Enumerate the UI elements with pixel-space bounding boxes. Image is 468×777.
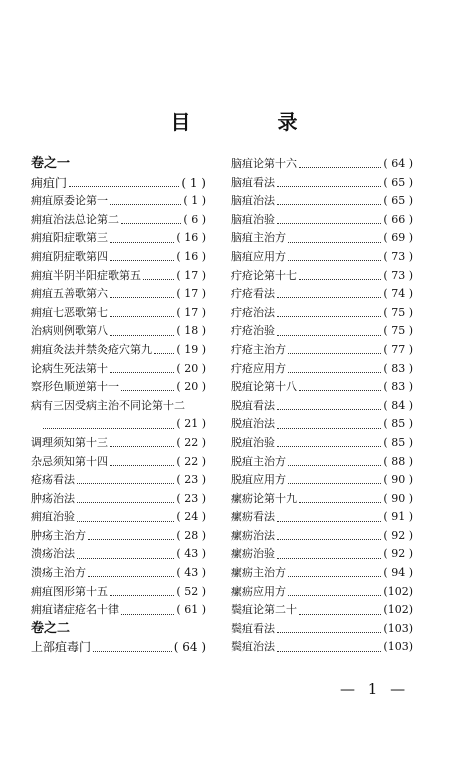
- toc-entry-label: 卷之一: [31, 156, 71, 171]
- toc-page-number: ( 66 ): [383, 212, 413, 226]
- page-number: — 1 —: [340, 680, 410, 698]
- toc-entry-label: 疔疮治验: [231, 324, 275, 338]
- toc-page-number: (102): [383, 603, 413, 617]
- dot-leader: [277, 445, 381, 447]
- toc-page-number: ( 91 ): [383, 510, 413, 524]
- toc-entry-label: 疮疡看法: [31, 473, 75, 487]
- toc-entry: [231, 211, 413, 230]
- toc-entry: [231, 304, 413, 323]
- dot-leader: [288, 259, 381, 261]
- toc-page-number: ( 16 ): [176, 249, 206, 263]
- toc-entry-label: 鬓疽看法: [231, 621, 275, 635]
- dot-leader: [277, 222, 381, 224]
- dot-leader: [77, 520, 174, 522]
- dot-leader: [121, 613, 174, 615]
- dot-leader: [154, 352, 174, 354]
- toc-entry: [231, 434, 413, 453]
- toc-section-heading: [31, 155, 206, 174]
- toc-entry-label: 溃疡主治方: [31, 566, 86, 580]
- toc-entry-label: 脱疽主治方: [231, 454, 286, 468]
- toc-section-heading: [31, 620, 206, 639]
- dot-leader: [110, 445, 174, 447]
- dot-leader: [110, 315, 174, 317]
- toc-entry-label: 疔疮治法: [231, 305, 275, 319]
- toc-page-number: ( 92 ): [383, 528, 413, 542]
- toc-entry: [231, 415, 413, 434]
- toc-entry-label: 瘰疬应用方: [231, 584, 286, 598]
- page-title: 目 录: [170, 110, 338, 134]
- toc-page-number: ( 64 ): [383, 157, 413, 170]
- toc-entry-label: 治病则例歌第八: [31, 324, 108, 338]
- toc-entry: [231, 360, 413, 379]
- toc-page-number: ( 6 ): [183, 212, 206, 226]
- toc-entry: [231, 490, 413, 509]
- toc-page-number: ( 19 ): [176, 342, 206, 356]
- toc-entry: [31, 564, 206, 583]
- toc-entry: [31, 490, 206, 509]
- dot-leader: [288, 371, 381, 373]
- toc-entry-label: 病有三因受病主治不同论第十二: [31, 398, 185, 412]
- dot-leader: [110, 334, 174, 336]
- dot-leader: [277, 557, 381, 559]
- toc-entry-label: 疔疮应用方: [231, 361, 286, 375]
- toc-entry-label: 脱疽应用方: [231, 473, 286, 487]
- dot-leader: [277, 334, 381, 336]
- toc-entry-label: 鬓疽论第二十: [231, 603, 297, 617]
- toc-page-number: ( 94 ): [383, 566, 413, 580]
- toc-page-number: ( 17 ): [176, 305, 206, 319]
- toc-entry: [31, 360, 206, 379]
- toc-entry-label: 脑疽治验: [231, 212, 275, 226]
- toc-entry: [31, 211, 206, 230]
- toc-entry-label: 疔疮论第十七: [231, 268, 297, 282]
- dot-leader: [277, 427, 381, 429]
- dot-leader: [110, 259, 174, 261]
- toc-entry: [31, 322, 206, 341]
- toc-entry: [231, 564, 413, 583]
- dot-leader: [110, 594, 174, 596]
- toc-page-number: ( 75 ): [383, 305, 413, 319]
- toc-entry: [231, 155, 413, 174]
- toc-page-number: ( 22 ): [176, 454, 206, 468]
- toc-entry-label: 痈疽治验: [31, 510, 75, 524]
- toc-entry: [31, 378, 206, 397]
- dot-leader: [299, 278, 381, 280]
- toc-entry-label: 脑疽应用方: [231, 249, 286, 263]
- toc-page-number: ( 23 ): [176, 473, 206, 487]
- dot-leader: [110, 464, 174, 466]
- toc-entry-label: 瘰疬治验: [231, 547, 275, 561]
- toc-entry: [31, 415, 206, 434]
- dot-leader: [77, 557, 174, 559]
- toc-entry: [231, 322, 413, 341]
- toc-page-number: ( 83 ): [383, 361, 413, 375]
- dot-leader: [110, 241, 174, 243]
- toc-page-number: ( 43 ): [176, 566, 206, 580]
- toc-entry: [231, 397, 413, 416]
- toc-page-number: (103): [383, 640, 413, 654]
- toc-entry: [31, 508, 206, 527]
- dot-leader: [143, 278, 174, 280]
- toc-entry-label: 痈疽治法总论第二: [31, 212, 119, 226]
- toc-entry: [231, 583, 413, 602]
- toc-entry: [31, 638, 206, 657]
- dot-leader: [88, 538, 174, 540]
- toc-page-number: ( 20 ): [176, 361, 206, 375]
- dot-leader: [277, 538, 381, 540]
- toc-page-number: ( 73 ): [383, 249, 413, 263]
- toc-entry-label: 论病生死法第十: [31, 361, 108, 375]
- toc-entry: [31, 248, 206, 267]
- toc-entry: [231, 248, 413, 267]
- toc-entry-label: 痈疽阴症歌第四: [31, 249, 108, 263]
- toc-page-number: ( 1 ): [183, 194, 206, 208]
- toc-entry: [31, 471, 206, 490]
- toc-entry: [31, 285, 206, 304]
- toc-page-number: ( 69 ): [383, 231, 413, 245]
- toc-entry: [231, 285, 413, 304]
- toc-entry-label: 瘰疬看法: [231, 510, 275, 524]
- dot-leader: [277, 631, 381, 633]
- toc-entry-label: 痈疽阳症歌第三: [31, 231, 108, 245]
- dot-leader: [288, 464, 381, 466]
- toc-left-column: [31, 155, 206, 657]
- toc-entry-label: 瘰疬论第十九: [231, 491, 297, 505]
- toc-entry-label: 痈疽半阴半阳症歌第五: [31, 268, 141, 282]
- toc-entry: [31, 583, 206, 602]
- dot-leader: [277, 185, 381, 187]
- toc-entry-label: 上部疽毒门: [31, 640, 92, 655]
- toc-entry-label: 鬓疽治法: [231, 640, 275, 654]
- dot-leader: [299, 166, 381, 168]
- toc-page-number: ( 21 ): [176, 417, 206, 431]
- toc-entry-label: 卷之二: [31, 620, 71, 636]
- toc-page-number: (102): [383, 584, 413, 598]
- dot-leader: [277, 408, 381, 410]
- toc-entry-label: 肿疡主治方: [31, 528, 86, 542]
- dot-leader: [88, 575, 174, 577]
- dot-leader: [288, 594, 381, 596]
- dot-leader: [299, 613, 381, 615]
- toc-entry-label: 调理须知第十三: [31, 435, 108, 449]
- dot-leader: [277, 315, 381, 317]
- toc-entry: [31, 229, 206, 248]
- toc-entry-label: 脑疽主治方: [231, 231, 286, 245]
- toc-entry: [31, 267, 206, 286]
- toc-page-number: ( 84 ): [383, 398, 413, 412]
- toc-entry: [231, 508, 413, 527]
- dot-leader: [121, 222, 181, 224]
- toc-entry: [231, 601, 413, 620]
- toc-page-number: ( 73 ): [383, 268, 413, 282]
- toc-entry-label: 察形色顺逆第十一: [31, 380, 119, 394]
- toc-page-number: ( 64 ): [173, 640, 206, 655]
- toc-entry: [231, 267, 413, 286]
- toc-page-number: ( 43 ): [176, 547, 206, 561]
- toc-page-number: ( 75 ): [383, 324, 413, 338]
- toc-entry-label: 脑疽治法: [231, 194, 275, 208]
- toc-page-number: ( 83 ): [383, 380, 413, 394]
- toc-entry: [31, 545, 206, 564]
- toc-entry: [231, 527, 413, 546]
- toc-entry-label: 痈疽门: [31, 175, 68, 190]
- toc-entry-label: 脑疽看法: [231, 175, 275, 189]
- toc-entry-label: 脱疽治验: [231, 435, 275, 449]
- toc-page-number: (103): [383, 621, 413, 635]
- toc-page-number: ( 61 ): [176, 603, 206, 617]
- toc-entry: [231, 378, 413, 397]
- toc-page-number: ( 85 ): [383, 435, 413, 449]
- toc-entry-label: 痈疽图形第十五: [31, 584, 108, 598]
- toc-page-number: ( 90 ): [383, 473, 413, 487]
- toc-entry: [231, 471, 413, 490]
- toc-right-column: [231, 155, 413, 657]
- toc-entry-label: 脱疽论第十八: [231, 380, 297, 394]
- toc-entry: [231, 229, 413, 248]
- toc-page-number: ( 65 ): [383, 175, 413, 189]
- toc-entry: [231, 192, 413, 211]
- toc-entry: [231, 174, 413, 193]
- toc-entry-label: 痈疽七恶歌第七: [31, 305, 108, 319]
- toc-entry: [231, 545, 413, 564]
- toc-entry: [31, 174, 206, 193]
- toc-page-number: ( 77 ): [383, 342, 413, 356]
- toc-page-number: ( 17 ): [176, 268, 206, 282]
- dot-leader: [77, 482, 174, 484]
- toc-entry: [31, 527, 206, 546]
- toc-entry-label: 杂忌须知第十四: [31, 454, 108, 468]
- toc-entry: [231, 341, 413, 360]
- toc-entry-label: 脱疽看法: [231, 398, 275, 412]
- dot-leader: [77, 501, 174, 503]
- toc-page-number: ( 65 ): [383, 194, 413, 208]
- toc-page-number: ( 18 ): [176, 324, 206, 338]
- toc-page-number: ( 17 ): [176, 287, 206, 301]
- toc-entry: [231, 638, 413, 657]
- dot-leader: [121, 389, 174, 391]
- toc-page-number: ( 22 ): [176, 435, 206, 449]
- dot-leader: [288, 241, 381, 243]
- toc-page-number: ( 92 ): [383, 547, 413, 561]
- dot-leader: [288, 352, 381, 354]
- toc-page-number: ( 1 ): [181, 175, 206, 190]
- toc-entry: [31, 341, 206, 360]
- toc-entry: [231, 453, 413, 472]
- dot-leader: [299, 389, 381, 391]
- toc-page-number: ( 52 ): [176, 584, 206, 598]
- toc-entry-label: 痈疽原委论第一: [31, 194, 108, 208]
- dot-leader: [288, 482, 381, 484]
- dot-leader: [110, 203, 181, 205]
- toc-page-number: ( 20 ): [176, 380, 206, 394]
- dot-leader: [277, 520, 381, 522]
- dot-leader: [277, 203, 381, 205]
- dot-leader: [299, 501, 381, 503]
- toc-entry-label: 痈疽灸法并禁灸疮穴第九: [31, 342, 152, 356]
- toc-entry-label: 瘰疬主治方: [231, 566, 286, 580]
- toc-page-number: ( 16 ): [176, 231, 206, 245]
- toc-entry: [31, 192, 206, 211]
- dot-leader: [93, 650, 172, 652]
- toc-page-number: ( 74 ): [383, 287, 413, 301]
- toc-entry-label: 肿疡治法: [31, 491, 75, 505]
- dot-leader: [43, 427, 174, 429]
- toc-page-number: ( 23 ): [176, 491, 206, 505]
- toc-entry: [31, 601, 206, 620]
- toc-page-number: ( 90 ): [383, 491, 413, 505]
- toc-entry-label: 脱疽治法: [231, 417, 275, 431]
- dot-leader: [277, 650, 381, 652]
- toc-page-number: ( 28 ): [176, 528, 206, 542]
- toc-entry: [31, 397, 206, 416]
- toc-entry-label: 疔疮看法: [231, 287, 275, 301]
- toc-entry-label: 脑疽论第十六: [231, 157, 297, 170]
- dot-leader: [288, 575, 381, 577]
- toc-entry-label: 溃疡治法: [31, 547, 75, 561]
- toc-entry-label: 痈疽诸症疮名十律: [31, 603, 119, 617]
- dot-leader: [110, 296, 174, 298]
- toc-page-number: ( 24 ): [176, 510, 206, 524]
- toc-entry: [31, 453, 206, 472]
- toc-entry-label: 疔疮主治方: [231, 342, 286, 356]
- dot-leader: [277, 296, 381, 298]
- toc-entry-label: 瘰疬治法: [231, 528, 275, 542]
- toc-page-number: ( 88 ): [383, 454, 413, 468]
- toc-entry: [231, 620, 413, 639]
- toc-page-number: ( 85 ): [383, 417, 413, 431]
- dot-leader: [69, 185, 179, 187]
- toc-entry: [31, 304, 206, 323]
- dot-leader: [110, 371, 174, 373]
- toc-entry-label: 痈疽五善歌第六: [31, 287, 108, 301]
- toc-entry: [31, 434, 206, 453]
